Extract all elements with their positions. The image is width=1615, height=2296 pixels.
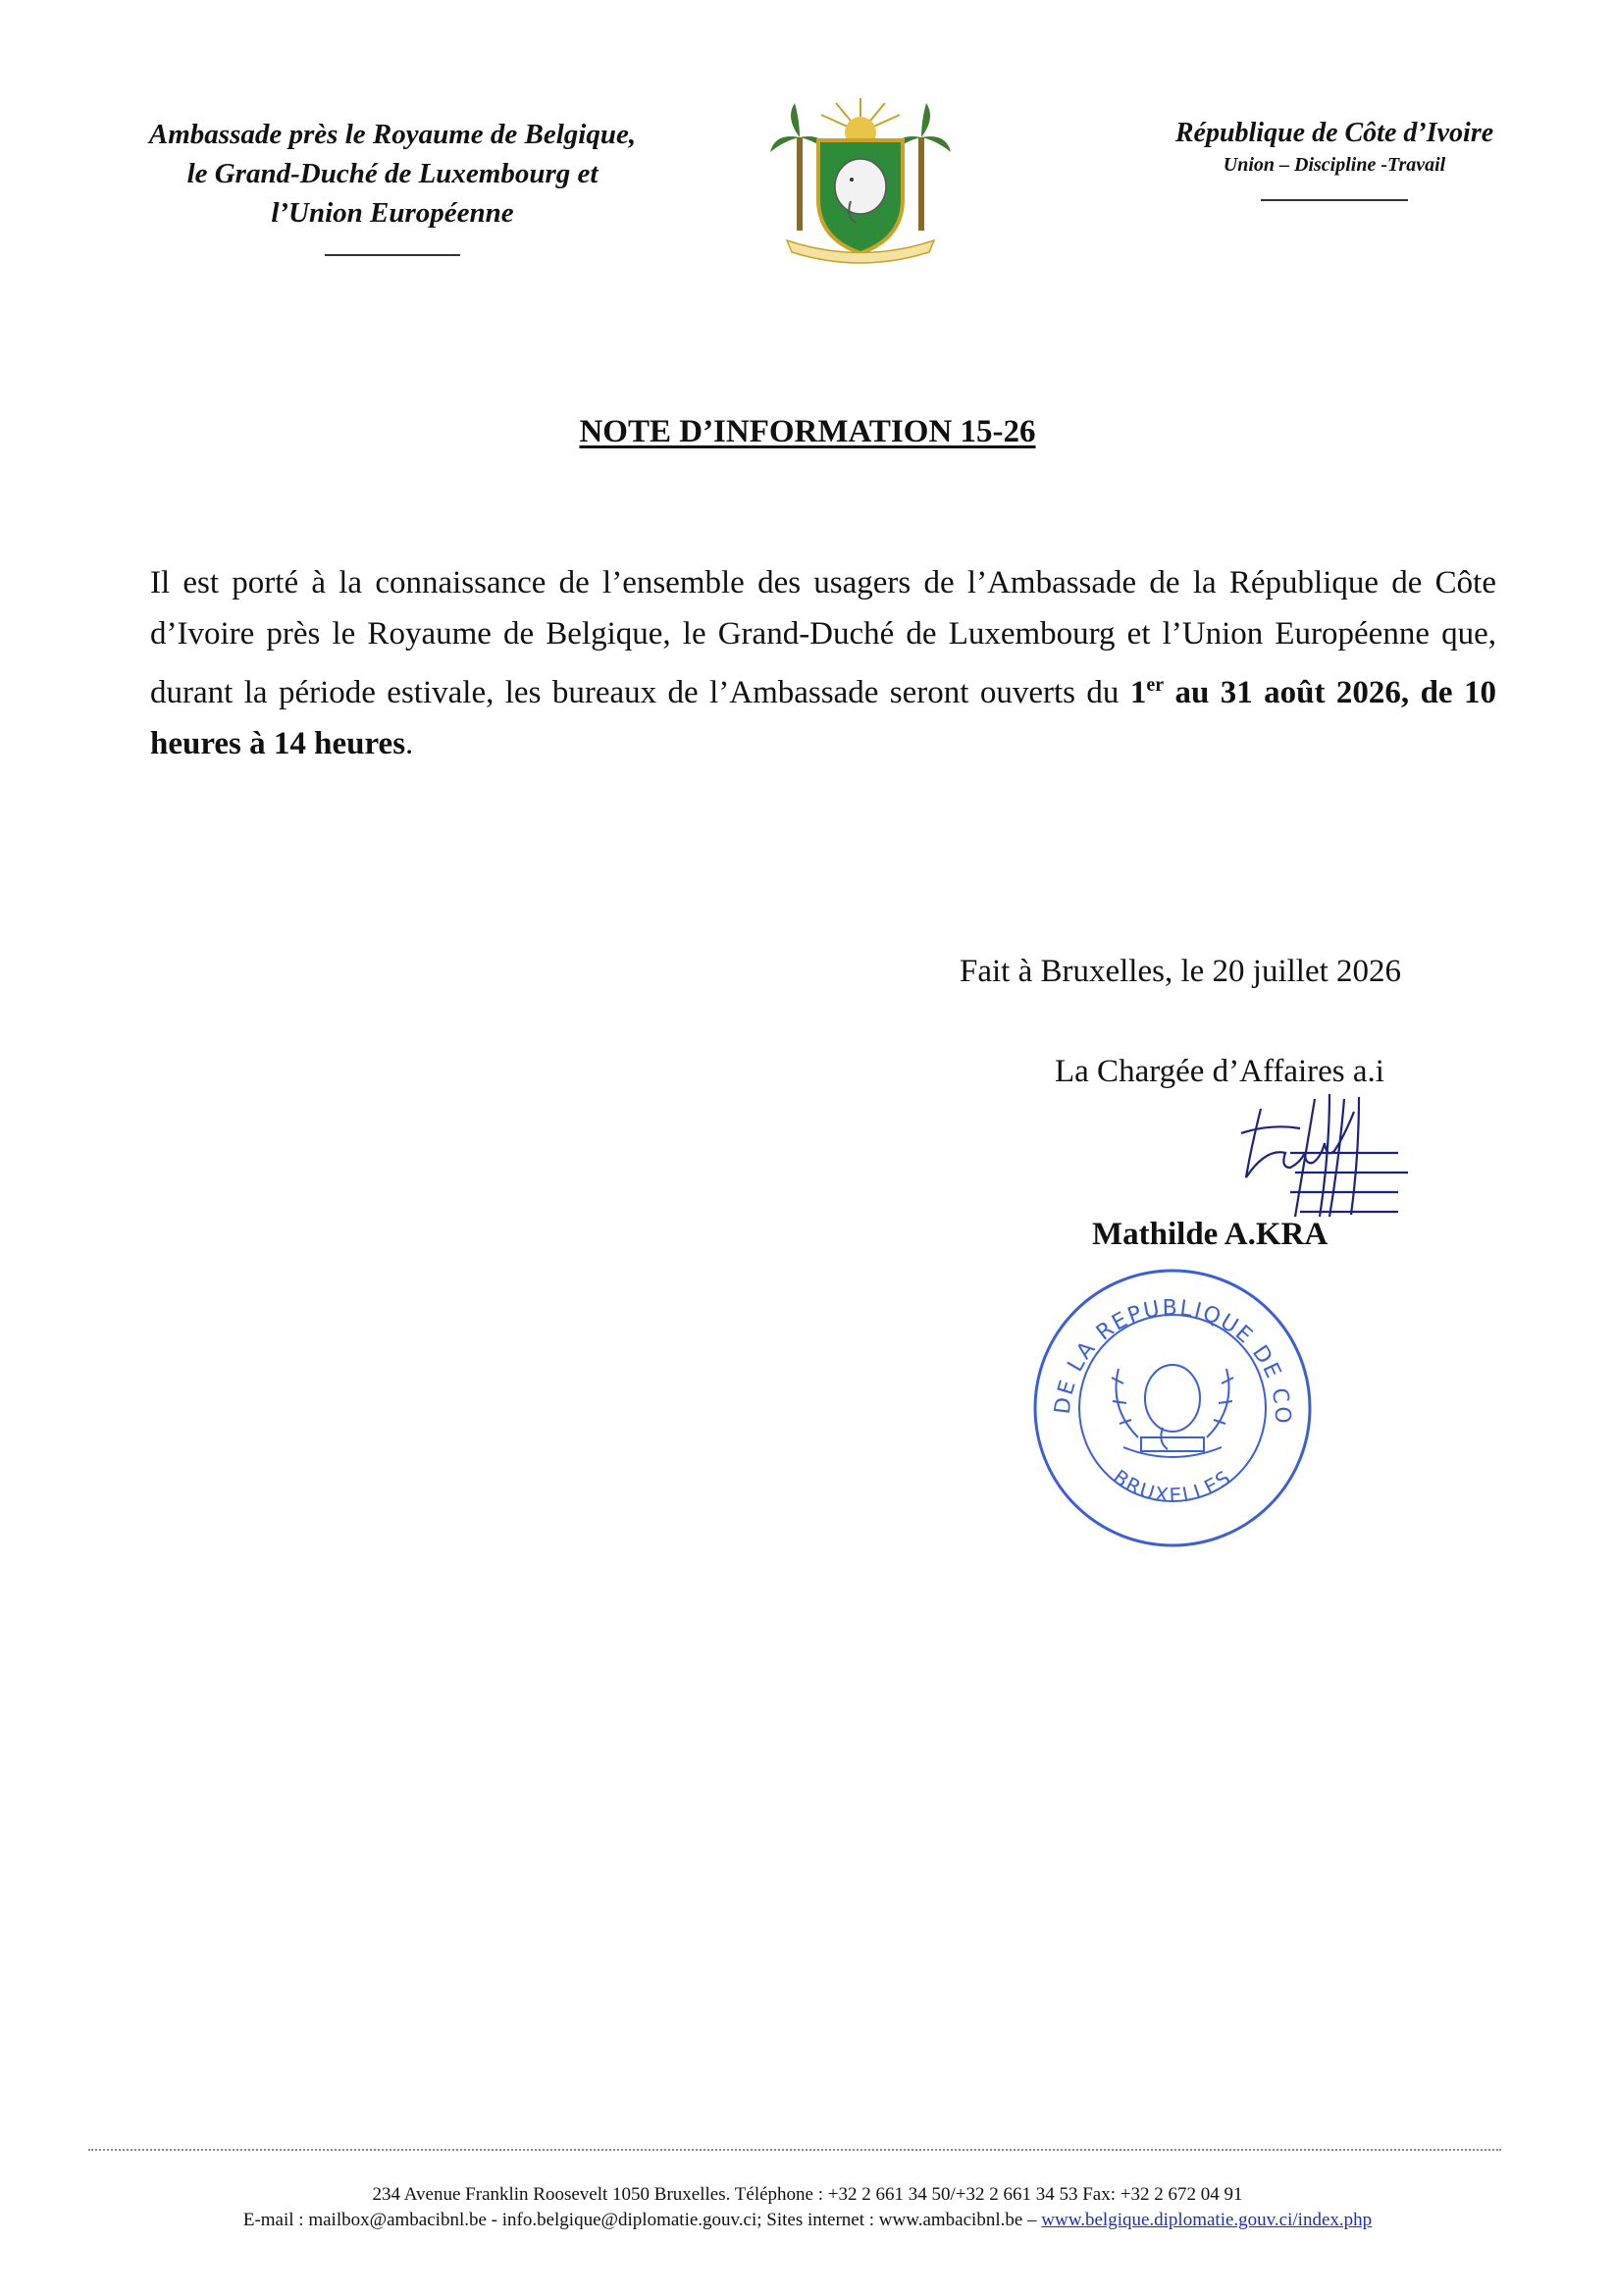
svg-text:BRUXELLES [1109, 1465, 1236, 1507]
signatory-name: Mathilde A.KRA [1092, 1217, 1328, 1252]
footer-address: 234 Avenue Franklin Roosevelt 1050 Bruxelles. Téléphone : +32 2 661 34 50/+32 2 661 34 53 Fax: +32 2 672 04 91 [372, 2184, 1243, 2205]
notice-dates-hours: au 31 août 2026, de 10 heures à 14 heures [150, 675, 1496, 761]
embassy-line-3: l’Union Européenne [271, 197, 514, 229]
document-title: NOTE D’INFORMATION 15-26 [579, 414, 1036, 449]
embassy-stamp-icon [1025, 1261, 1320, 1555]
embassy-line-2: le Grand-Duché de Luxembourg et [186, 158, 599, 189]
notice-day-suffix: er [1146, 674, 1165, 696]
footer-contacts [0, 2210, 1615, 2231]
notice-end: . [405, 726, 414, 761]
republic-title: République de Côte d’Ivoire [1174, 118, 1494, 148]
header-left-rule [325, 254, 460, 256]
stamp-bottom-text: BRUXELLES [1109, 1464, 1236, 1508]
signatory-role: La Chargée d’Affaires a.i [1055, 1054, 1384, 1089]
footer-contacts-text: E-mail : mailbox@ambacibnl.be - info.belgique@diplomatie.gouv.ci; Sites internet : www.ambacibnl.be – [242, 2210, 1042, 2230]
svg-text:AMBASSADE DE LA REPUBLIQUE DE [1025, 1261, 1294, 1426]
coat-of-arms-icon [767, 93, 954, 270]
footer-rule [88, 2149, 1501, 2151]
republic-motto: Union – Discipline -Travail [1223, 154, 1446, 176]
notice-text: Il est porté à la connaissance de l’ensemble des usagers de l’Ambassade de la République de Côte d’Ivoire près le Royaume de Belgique, le Grand-Duché de Luxembourg et l’Union Européenne que, durant la période estivale, les bureaux de l’Ambassade seront ouverts du [150, 565, 1496, 710]
stamp-top-text: DE LA REPUBLIQUE DE CO [1050, 1295, 1295, 1426]
header-right-rule [1261, 199, 1408, 201]
embassy-line-1: Ambassade près le Royaume de Belgique, [148, 119, 637, 150]
notice-day: 1 [1129, 675, 1147, 710]
republic-header [1138, 115, 1531, 201]
notice-body [150, 557, 1496, 769]
embassy-header [93, 115, 692, 256]
website-link[interactable]: www.belgique.diplomatie.gouv.ci/index.php [1041, 2210, 1373, 2230]
place-date: Fait à Bruxelles, le 20 juillet 2026 [960, 954, 1402, 989]
